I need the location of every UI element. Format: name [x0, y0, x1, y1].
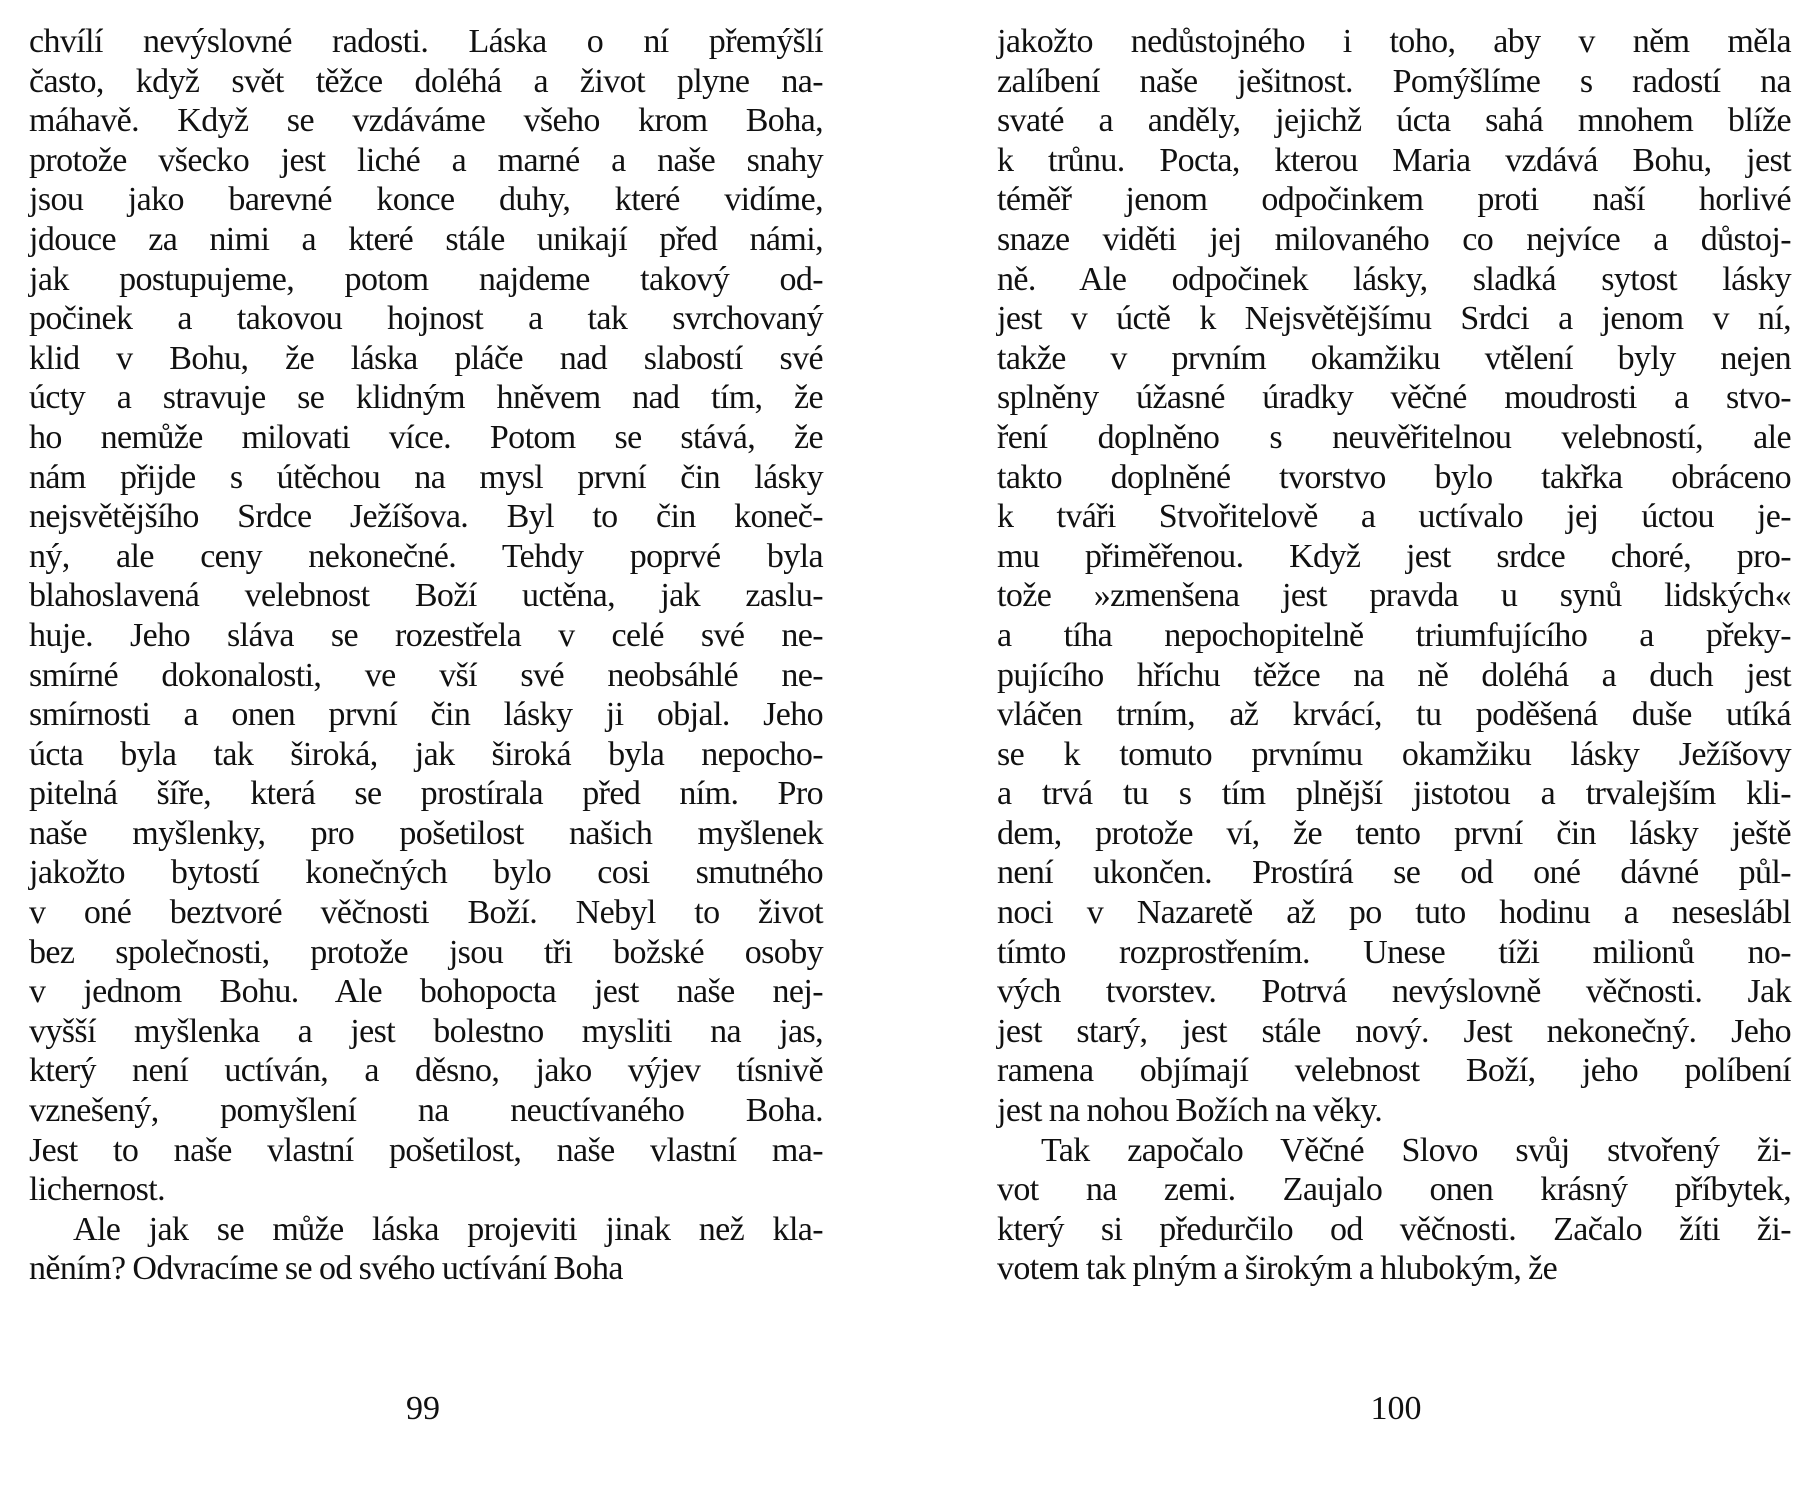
left-page-text	[29, 22, 823, 1289]
text-line: k tváři Stvořitelově a uctívalo jej úctou je-	[997, 498, 1791, 536]
text-line: svaté a anděly, jejichž úcta sahá mnohem blíže	[997, 102, 1791, 140]
text-line: vých tvorstev. Potrvá nevýslovně věčnosti. Jak	[997, 973, 1791, 1011]
text-line: ramena objímají velebnost Boží, jeho políbení	[997, 1052, 1791, 1090]
text-line: protože všecko jest liché a marné a naše snahy	[29, 141, 823, 179]
text-line: není ukončen. Prostírá se od oné dávné půl-	[997, 854, 1791, 892]
text-line: takže v prvním okamžiku vtělení byly nejen	[997, 339, 1791, 377]
right-page-text	[997, 22, 1791, 1289]
text-line: noci v Nazaretě až po tuto hodinu a neseslábl	[997, 894, 1791, 932]
text-line: klid v Bohu, že láska pláče nad slabostí své	[29, 339, 823, 377]
text-line: vznešený, pomyšlení na neuctívaného Boha.	[29, 1092, 823, 1130]
text-line: jest na nohou Božích na věky.	[997, 1092, 1383, 1130]
text-line: se k tomuto prvnímu okamžiku lásky Ježíšovy	[997, 735, 1791, 773]
text-line: téměř jenom odpočinkem proti naší horlivé	[997, 181, 1791, 219]
text-line: nejsvětějšího Srdce Ježíšova. Byl to čin koneč-	[29, 498, 823, 536]
text-line: v oné beztvoré věčnosti Boží. Nebyl to život	[29, 894, 823, 932]
text-line: něním? Odvracíme se od svého uctívání Boha	[29, 1250, 623, 1288]
text-line: Jest to naše vlastní pošetilost, naše vlastní ma-	[29, 1131, 823, 1169]
text-line: naše myšlenky, pro pošetilost našich myšlenek	[29, 814, 823, 852]
text-line: bez společnosti, protože jsou tři božské osoby	[29, 933, 823, 971]
text-line: tože »zmenšena jest pravda u synů lidských«	[997, 577, 1791, 615]
text-line: pitelná šíře, která se prostírala před ním. Pro	[29, 775, 823, 813]
text-line: vyšší myšlenka a jest bolestno mysliti na jas,	[29, 1012, 823, 1050]
text-line: Ale jak se může láska projeviti jinak než kla-	[73, 1210, 823, 1248]
text-line: blahoslavená velebnost Boží uctěna, jak zaslu-	[29, 577, 823, 615]
text-line: jakožto bytostí konečných bylo cosi smutného	[29, 854, 823, 892]
text-line: jsou jako barevné konce duhy, které vidíme,	[29, 181, 823, 219]
text-line: splněny úžasné úradky věčné moudrosti a stvo-	[997, 379, 1791, 417]
text-line: ření doplněno s neuvěřitelnou velebností, ale	[997, 418, 1791, 456]
text-line: a tíha nepochopitelně triumfujícího a překy-	[997, 616, 1791, 654]
text-line: v jednom Bohu. Ale bohopocta jest naše nej-	[29, 973, 823, 1011]
text-line: a trvá tu s tím plnější jistotou a trvalejším kli-	[997, 775, 1791, 813]
text-line: vot na zemi. Zaujalo onen krásný příbytek,	[997, 1171, 1791, 1209]
text-line: mu přiměřenou. Když jest srdce choré, pro-	[997, 537, 1791, 575]
text-line: často, když svět těžce doléhá a život plyne na-	[29, 62, 823, 100]
text-line: smírné dokonalosti, ve vší své neobsáhlé ne-	[29, 656, 823, 694]
text-line: takto doplněné tvorstvo bylo takřka obráceno	[997, 458, 1791, 496]
text-line: úcta byla tak široká, jak široká byla nepocho-	[29, 735, 823, 773]
text-line: který si předurčilo od věčnosti. Začalo žíti ži-	[997, 1210, 1791, 1248]
text-line: máhavě. Když se vzdáváme všeho krom Boha,	[29, 102, 823, 140]
text-line: votem tak plným a širokým a hlubokým, že	[997, 1250, 1558, 1288]
text-line: pujícího hříchu těžce na ně doléhá a duch jest	[997, 656, 1791, 694]
text-line: jak postupujeme, potom najdeme takový od-	[29, 260, 823, 298]
text-line: dem, protože ví, že tento první čin lásky ještě	[997, 814, 1791, 852]
text-line: tímto rozprostřením. Unese tíži milionů no-	[997, 933, 1791, 971]
text-line: k trůnu. Pocta, kterou Maria vzdává Bohu, jest	[997, 141, 1791, 179]
text-line: vláčen trním, až krvácí, tu poděšená duše utíká	[997, 696, 1791, 734]
text-line: úcty a stravuje se klidným hněvem nad tím, že	[29, 379, 823, 417]
page-number-right: 100	[1370, 1390, 1422, 1427]
text-line: který není uctíván, a děsno, jako výjev tísnivě	[29, 1052, 823, 1090]
text-line: ho nemůže milovati více. Potom se stává, že	[29, 418, 823, 456]
text-line: lichernost.	[29, 1171, 165, 1209]
page-number-left: 99	[406, 1390, 440, 1427]
text-line: jdouce za nimi a které stále unikají před námi,	[29, 220, 823, 258]
text-line: ný, ale ceny nekonečné. Tehdy poprvé byla	[29, 537, 823, 575]
text-line: Tak započalo Věčné Slovo svůj stvořený ži-	[1041, 1131, 1791, 1169]
text-line: jest v úctě k Nejsvětějšímu Srdci a jenom v ní,	[997, 300, 1791, 338]
text-line: chvílí nevýslovné radosti. Láska o ní přemýšlí	[29, 23, 823, 60]
text-line: huje. Jeho sláva se rozestřela v celé své ne-	[29, 616, 823, 654]
text-line: ně. Ale odpočinek lásky, sladká sytost lásky	[997, 260, 1791, 298]
text-line: počinek a takovou hojnost a tak svrchovaný	[29, 300, 823, 338]
text-line: nám přijde s útěchou na mysl první čin lásky	[29, 458, 823, 496]
text-line: snaze viděti jej milovaného co nejvíce a důstoj-	[997, 220, 1791, 258]
text-line: zalíbení naše ješitnost. Pomýšlíme s radostí na	[997, 62, 1791, 100]
text-line: jakožto nedůstojného i toho, aby v něm měla	[997, 23, 1791, 60]
text-line: jest starý, jest stále nový. Jest nekonečný. Jeho	[997, 1012, 1791, 1050]
text-line: smírnosti a onen první čin lásky ji objal. Jeho	[29, 696, 823, 734]
